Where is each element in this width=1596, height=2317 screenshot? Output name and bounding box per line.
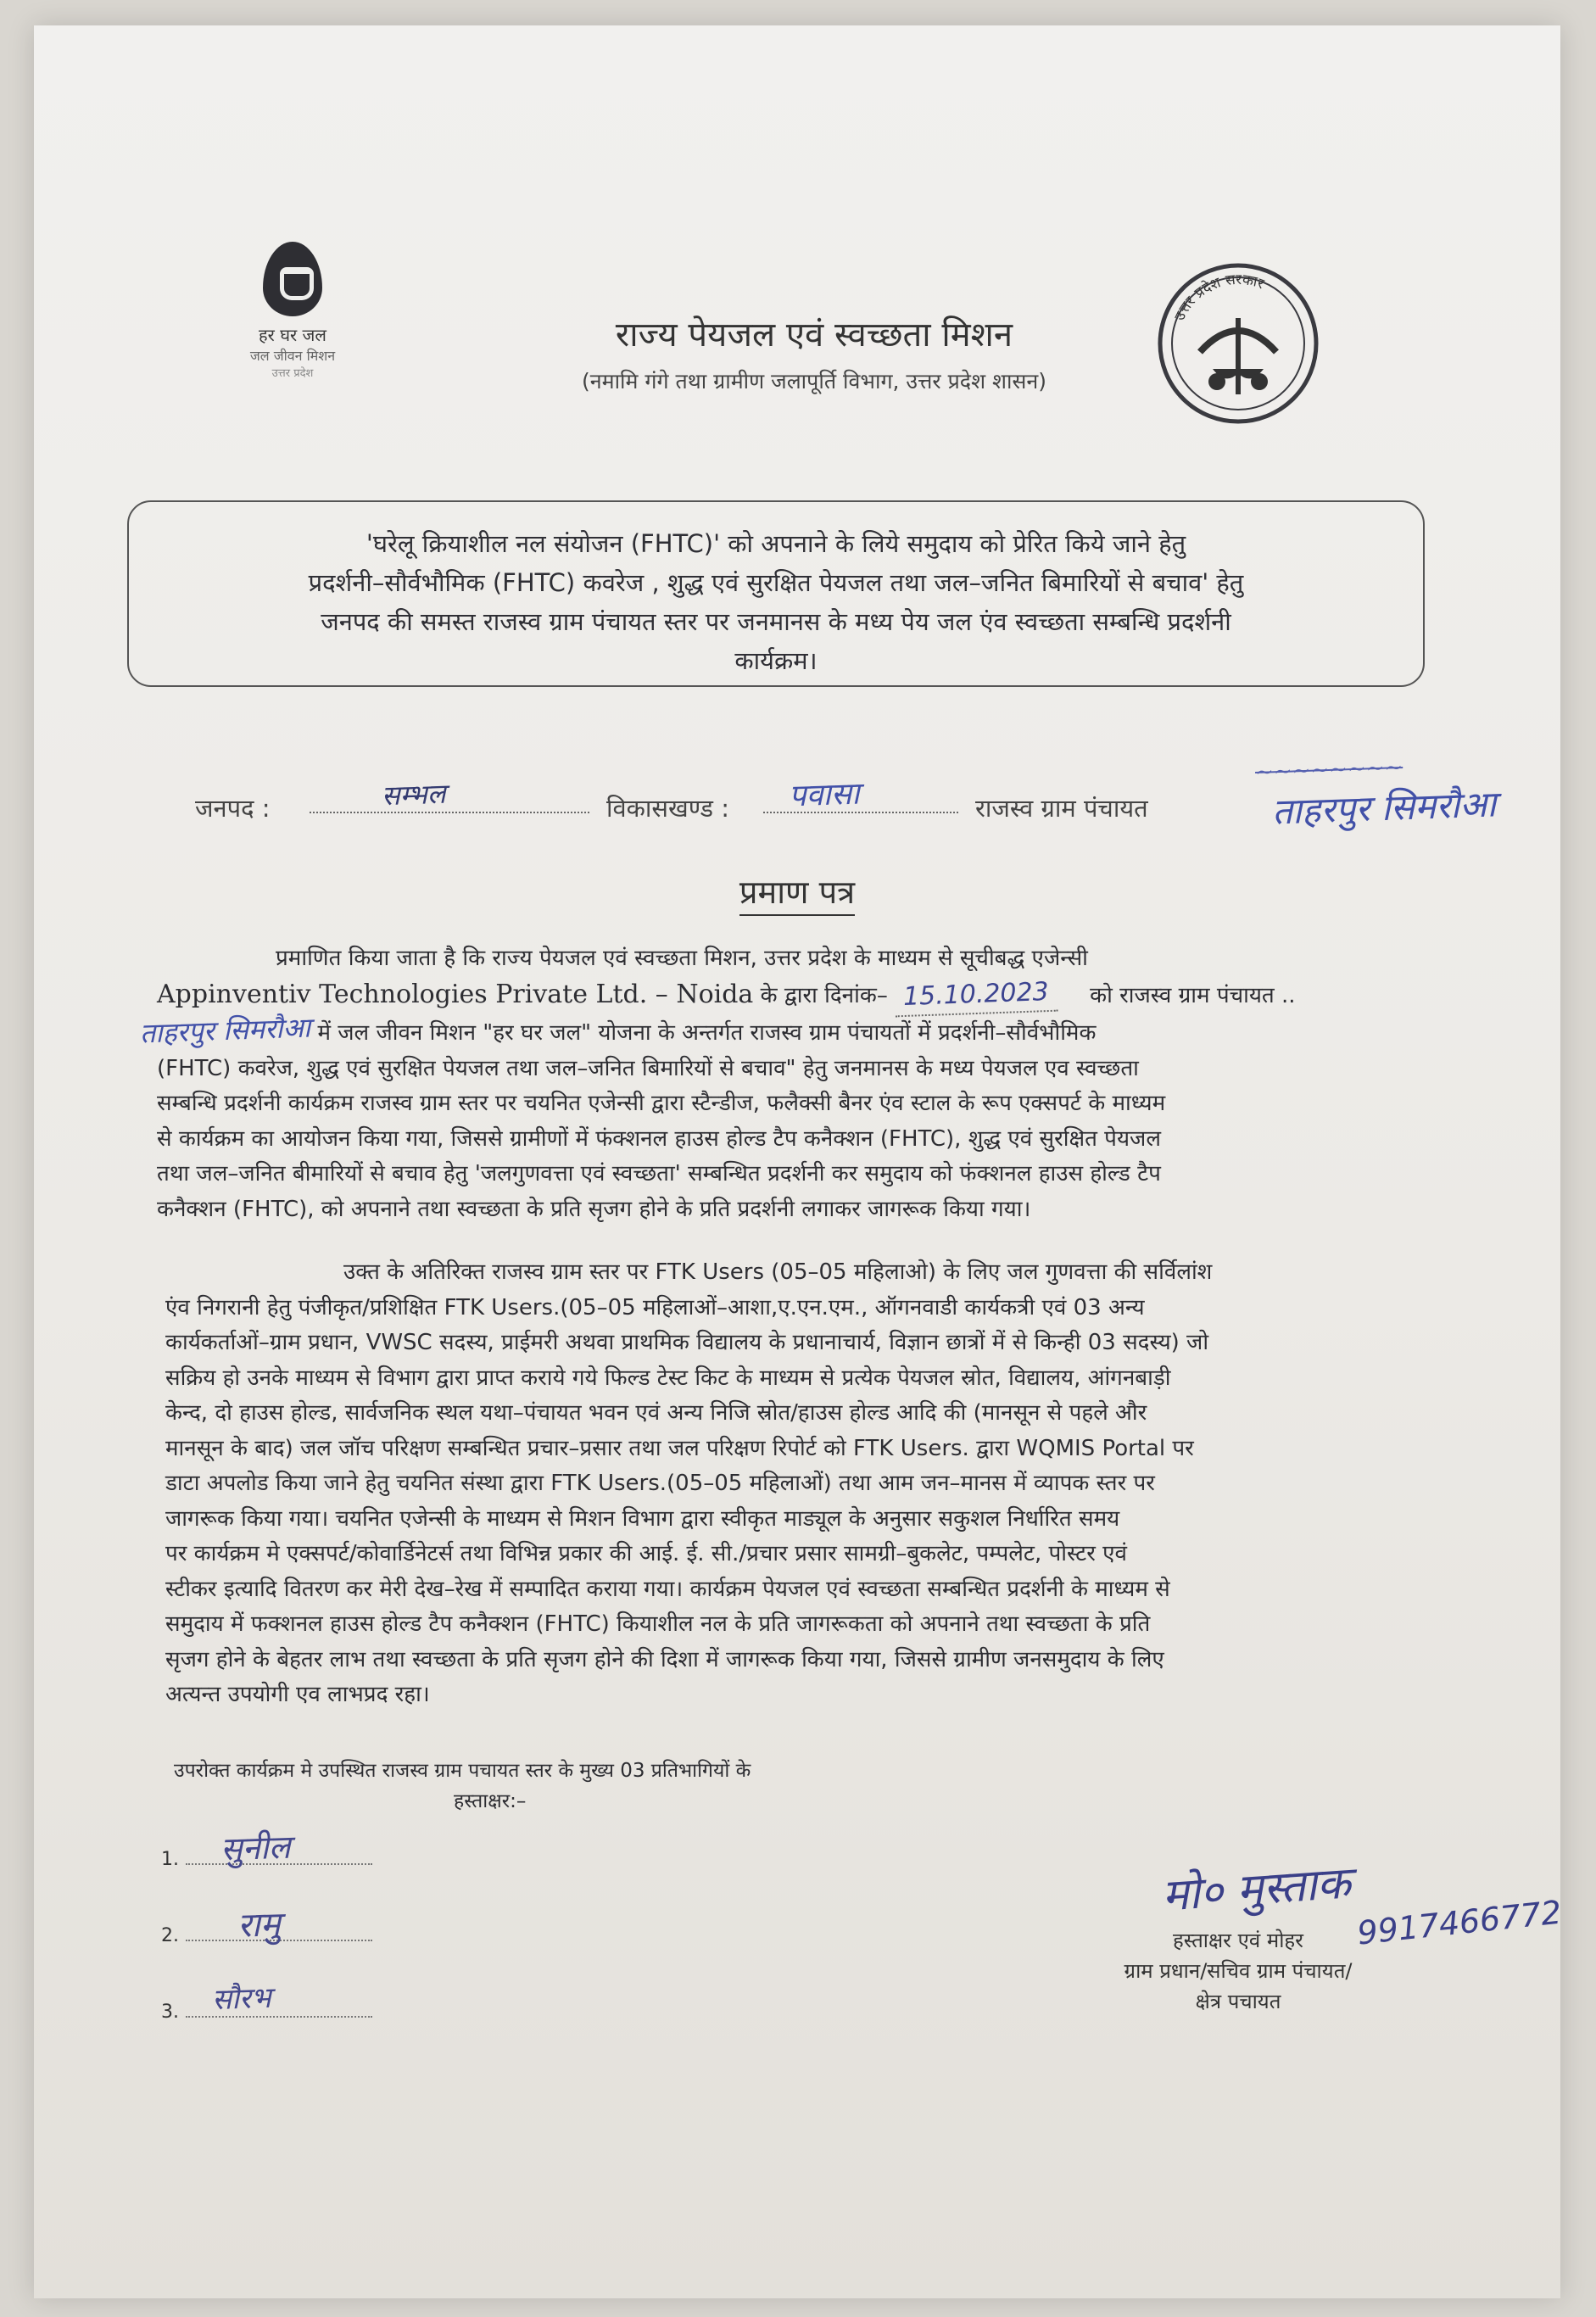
p2-line-4: सक्रिय हो उनके माध्यम से विभाग द्वारा प्राप्त कराये गये फिल्ड टेस्ट किट के माध्यम से प्रत्येक पेयजल स्रोत, विद्यालय, आंगनबाड़ी	[165, 1365, 1171, 1391]
p1-line-2-mid: के द्वारा दिनांक–	[760, 982, 888, 1008]
pradhan-signature: मो० मुस्ताक	[1160, 1857, 1353, 1922]
program-date: 15.10.2023	[894, 974, 1057, 1016]
panchayat-struck-text: ~~~~~~~~	[1254, 754, 1403, 786]
program-topic-box	[127, 500, 1425, 687]
p1-line-3: में जल जीवन मिशन "हर घर जल" योजना के अन्तर्गत राजस्व ग्राम पंचायतों में प्रदर्शनी–सौर्वभौमिक	[317, 1020, 1097, 1046]
logo-text-1: हर घर जल	[259, 325, 326, 345]
p2-line-6: मानसून के बाद) जल जॉच परिक्षण सम्बन्धित प्रचार–प्रसार तथा जल परिक्षण रिपोर्ट को FTK Users. द्वारा WQMIS Portal पर	[165, 1435, 1194, 1461]
mission-title: राज्य पेयजल एवं स्वच्छता मिशन	[615, 315, 1013, 355]
har-ghar-jal-logo	[195, 242, 390, 420]
participant-number: 1.	[161, 1849, 179, 1870]
handwritten-phone: 9917466772	[1355, 1893, 1564, 1952]
paragraph-1	[139, 941, 1493, 1227]
p1-line-1: प्रमाणित किया जाता है कि राज्य पेयजल एवं स्वच्छता मिशन, उत्तर प्रदेश के माध्यम से सूचीबद्ध एजेन्सी	[276, 946, 1088, 971]
water-drop-tap-icon	[263, 242, 322, 316]
p2-line-8: जागरूक किया गया। चयनित एजेन्सी के माध्यम से मिशन विभाग द्वारा स्वीकृत माड्यूल के अनुसार सकुशल निर्धारित समय	[165, 1505, 1120, 1532]
p2-line-1: उक्त के अतिरिक्त राजस्व ग्राम स्तर पर FTK Users (05–05 महिलाओ) के लिए जल गुणवत्ता की सर्विलांश	[343, 1259, 1213, 1285]
p1-line-2-end: को राजस्व ग्राम पंचायत ..	[1090, 982, 1296, 1008]
location-row	[195, 754, 1586, 844]
p2-line-10: स्टीकर इत्यादि वितरण कर मेरी देख–रेख में सम्पादित कराया गया। कार्यक्रम पेयजल एवं स्वच्छता सम्बन्धित प्रदर्शनी के माध्यम से	[165, 1576, 1170, 1602]
agency-name: Appinventiv Technologies Private Ltd. – Noida	[157, 979, 754, 1009]
p2-line-11: समुदाय में फक्शनल हाउस होल्ड टैप कनैक्शन (FHTC) कियाशील नल के प्रति जागरूकता को अपनाने तथा स्वच्छता के प्रति	[165, 1611, 1151, 1637]
logo-text-2: जल जीवन मिशन	[249, 348, 336, 364]
up-govt-seal-icon	[1153, 259, 1323, 428]
p1-line-2	[157, 977, 1493, 1014]
topic-line-1: 'घरेलू क्रियाशील नल संयोजन (FHTC)' को अपनाने के लिये समुदाय को प्रेरित किये जाने हेतु	[366, 529, 1186, 558]
designation-line-2: क्षेत्र पचायत	[1195, 1990, 1281, 2013]
certificate-page	[34, 25, 1564, 2298]
participant-number: 2.	[161, 1925, 179, 1946]
p3-line-2: हस्ताक्षर:–	[454, 1790, 527, 1812]
designation-line-1: ग्राम प्रधान/सचिव ग्राम पंचायत/	[1124, 1959, 1353, 1983]
district-value: सम्भल	[381, 777, 447, 812]
participant-row-2	[161, 1905, 372, 1946]
p1-line-5: सम्बन्धि प्रदर्शनी कार्यक्रम राजस्व ग्राम स्तर पर चयनित एजेन्सी द्वारा स्टैन्डीज, फलैक्सी बैनर एंव स्टाल के रूप एक्सपर्ट के माध्यम	[157, 1091, 1166, 1116]
participant-signature: सुनील	[220, 1828, 292, 1868]
participant-row-3	[161, 1980, 372, 2023]
topic-line-2: प्रदर्शनी–सौर्वभौमिक (FHTC) कवरेज , शुद्ध एवं सुरक्षित पेयजल तथा जल–जनित बिमारियों से बचाव' हेतु	[308, 568, 1244, 597]
village-name: ताहरपुर सिमरौआ	[139, 1011, 311, 1050]
p1-line-4: (FHTC) कवरेज, शुद्ध एवं सुरक्षित पेयजल तथा जल–जनित बिमारियों से बचाव" हेतु जनमानस के मध्य पेयजल एव स्वच्छता	[157, 1055, 1139, 1081]
p2-line-9: पर कार्यक्रम मे एक्सपर्ट/कोवार्डिनेटर्स तथा विभिन्न प्रकार की आई. ई. सी./प्रचार प्रसार सामग्री–बुकलेट, पम्पलेट, पोस्टर एवं	[165, 1541, 1127, 1566]
p3-line-1: उपरोक्त कार्यक्रम मे उपस्थित राजस्व ग्राम पचायत स्तर के मुख्य 03 प्रतिभागियों के	[174, 1760, 751, 1782]
topic-line-4: कार्यक्रम।	[734, 646, 818, 675]
participant-row-1	[161, 1828, 372, 1870]
sign-seal-label: हस्ताक्षर एवं मोहर	[1172, 1929, 1303, 1952]
certificate-title: प्रमाण पत्र	[34, 869, 1560, 913]
block-label: विकासखण्ड :	[606, 794, 730, 823]
logo-text-3: उत्तर प्रदेश	[271, 367, 314, 380]
paragraph-2	[165, 1255, 1497, 1713]
participant-number: 3.	[161, 2002, 179, 2023]
panchayat-label: राजस्व ग्राम पंचायत	[975, 794, 1148, 823]
p2-line-5: केन्द, दो हाउस होल्ड, सार्वजनिक स्थल यथा–पंचायत भवन एवं अन्य निजि स्रोत/हाउस होल्ड आदि की (मानसून से पहले और	[165, 1400, 1147, 1426]
topic-line-3: जनपद की समस्त राजस्व ग्राम पंचायत स्तर पर जनमानस के मध्य पेय जल एंव स्वच्छता सम्बन्धि प्रदर्शनी	[321, 607, 1231, 636]
seal-text: उत्तर प्रदेश सरकार	[1171, 271, 1267, 324]
p1-line-7: तथा जल–जनित बीमारियों से बचाव हेतु 'जलगुणवत्ता एवं स्वच्छता' सम्बन्धित प्रदर्शनी कर समुदाय को फंक्शनल हाउस होल्ड टैप	[157, 1161, 1161, 1186]
p2-line-3: कार्यकर्ताओं–ग्राम प्रधान, VWSC सदस्य, प्राईमरी अथवा प्राथमिक विद्यालय के प्रधानाचार्य, विज्ञान छात्रों में से किन्ही 03 सदस्य) जो	[165, 1330, 1209, 1355]
participant-signature: सौरभ	[211, 1980, 272, 2018]
p2-line-13: अत्यन्त उपयोगी एव लाभप्रद रहा।	[165, 1682, 430, 1707]
p1-line-3-wrap	[139, 1011, 1493, 1052]
district-line	[310, 810, 589, 813]
p2-line-7: डाटा अपलोड किया जाने हेतु चयनित संस्था द्वारा FTK Users.(05–05 महिलाओं) तथा आम जन–मानस में व्यापक स्तर पर	[165, 1471, 1155, 1496]
mission-subtitle: (नमामि गंगे तथा ग्रामीण जलापूर्ति विभाग, उत्तर प्रदेश शासन)	[581, 369, 1047, 394]
participant-signature: रामु	[237, 1905, 282, 1946]
district-label: जनपद :	[195, 794, 271, 823]
p1-line-8: कनैक्शन (FHTC), को अपनाने तथा स्वच्छता के प्रति सृजग होने के प्रति प्रदर्शनी लगाकर जागरूक किया गया।	[157, 1196, 1031, 1222]
block-value: पवासा	[788, 776, 861, 814]
p2-line-2: एंव निगरानी हेतु पंजीकृत/प्रशिक्षित FTK Users.(05–05 महिलाओं–आशा,ए.एन.एम., ऑगनवाडी कार्यकत्री एवं 03 अन्य	[165, 1294, 1145, 1320]
p2-line-12: सृजग होने के बेहतर लाभ तथा स्वच्छता के प्रति सृजग होने की दिशा में जागरूक किया गया, जिससे ग्रामीण जनसमुदाय के लिए	[165, 1646, 1164, 1672]
panchayat-value: ताहरपुर सिमरौआ	[1271, 783, 1497, 833]
svg-text:उत्तर प्रदेश सरकार	[1171, 271, 1267, 324]
p1-line-6: से कार्यक्रम का आयोजन किया गया, जिससे ग्रामीणों में फंक्शनल हाउस होल्ड टैप कनैक्शन (FHTC), शुद्ध एवं सुरक्षित पेयजल	[157, 1125, 1161, 1152]
office-stamp-block	[1052, 1925, 1425, 2017]
paragraph-3	[174, 1756, 1022, 1817]
